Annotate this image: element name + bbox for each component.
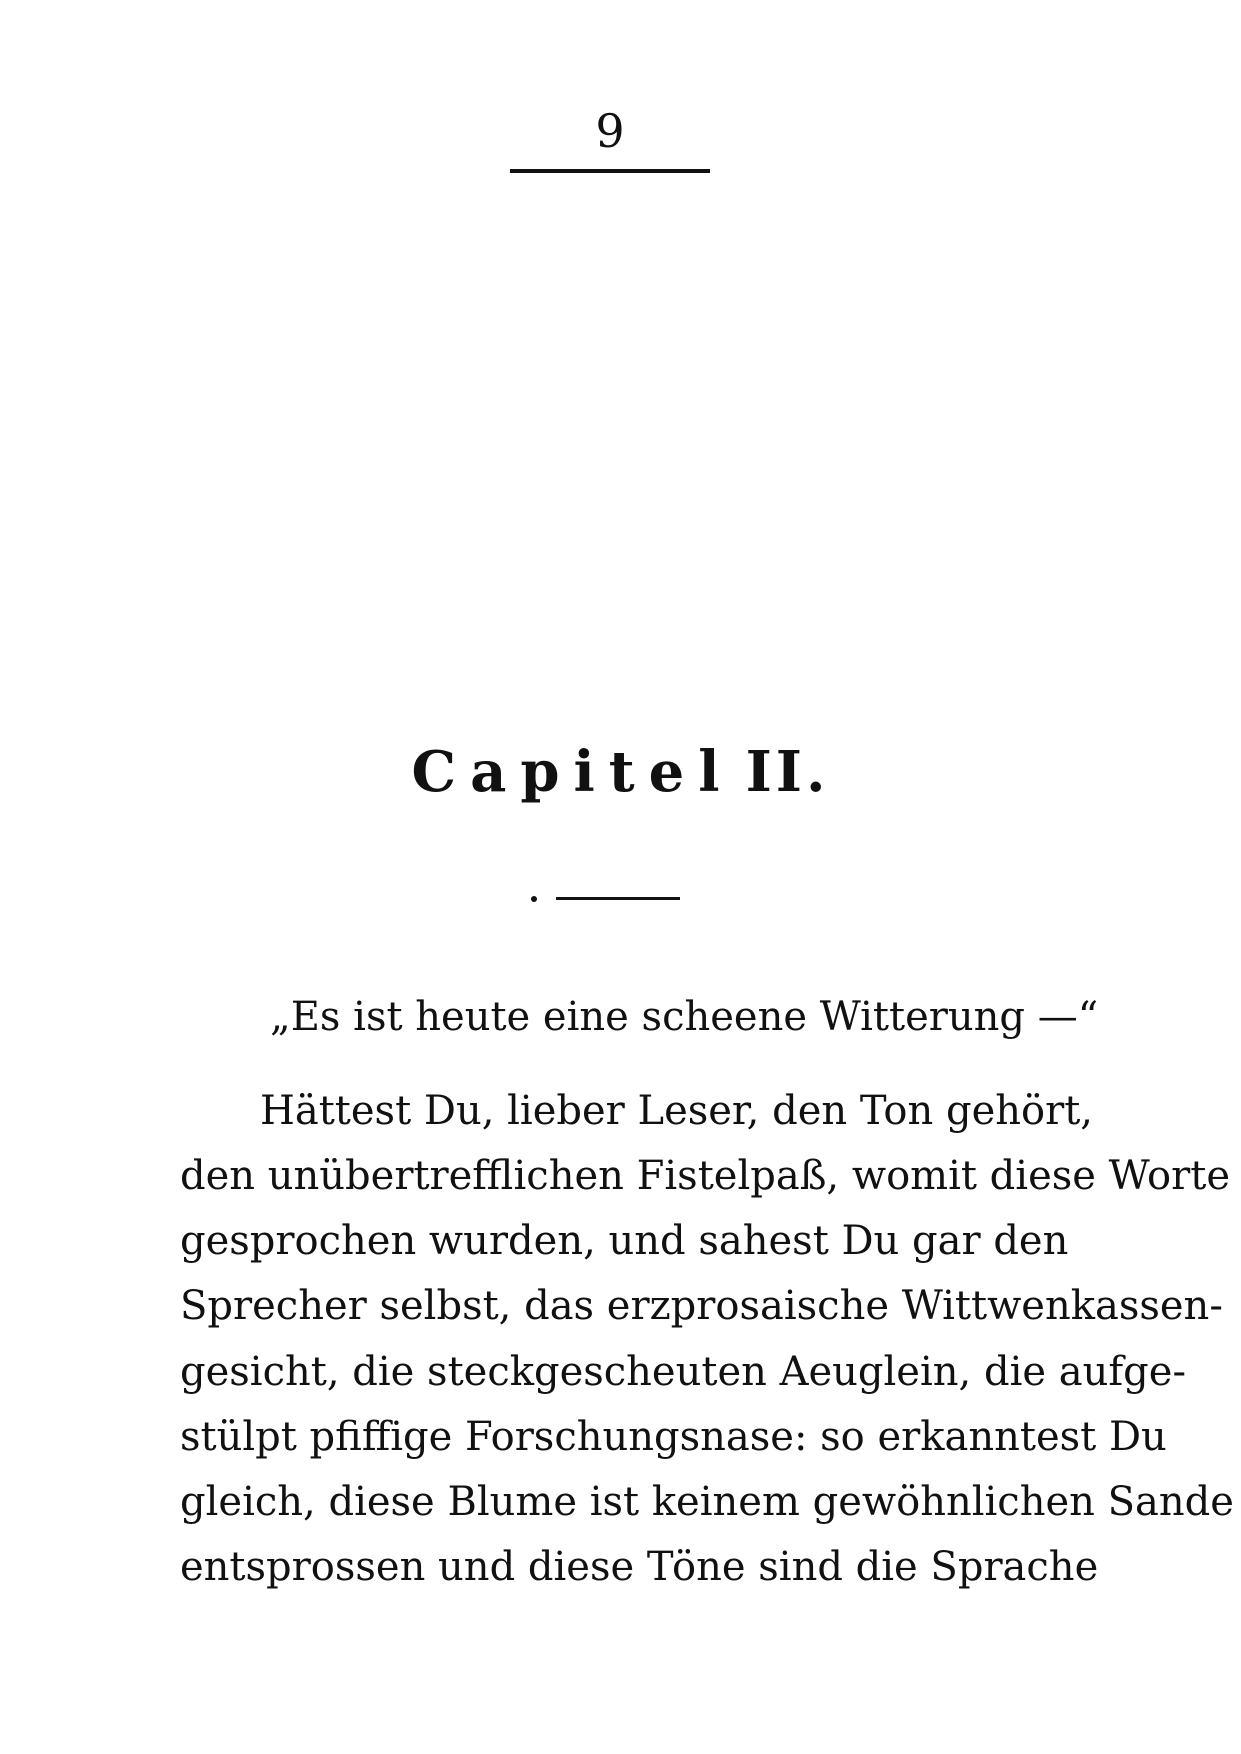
body-line-9: entsprossen und diese Töne sind die Sprache: [180, 1544, 1099, 1590]
chapter-numeral: II.: [745, 739, 830, 805]
body-line-6: gesicht, die steckgescheuten Aeuglein, die aufge-: [180, 1349, 1186, 1395]
body-line-7: stülpt pfiffige Forschungsnase: so erkanntest Du: [180, 1414, 1167, 1460]
body-line-8: gleich, diese Blume ist keinem gewöhnlichen Sande: [180, 1479, 1234, 1525]
chapter-heading: [0, 739, 1241, 805]
header-rule: [510, 169, 710, 173]
body-line-3: den unübertrefflichen Fistelpaß, womit diese Worte: [180, 1153, 1230, 1199]
chapter-rule-dot: [531, 896, 537, 902]
body-line-1: „Es ist heute eine scheene Witterung —“: [270, 994, 1099, 1040]
body-line-4: gesprochen wurden, und sahest Du gar den: [180, 1218, 1069, 1264]
page-number: 9: [595, 104, 625, 158]
body-line-5: Sprecher selbst, das erzprosaische Wittwenkassen-: [180, 1283, 1223, 1329]
chapter-title: Capitel: [411, 739, 734, 805]
chapter-rule: [556, 897, 680, 900]
body-line-2: Hättest Du, lieber Leser, den Ton gehört,: [260, 1088, 1094, 1134]
